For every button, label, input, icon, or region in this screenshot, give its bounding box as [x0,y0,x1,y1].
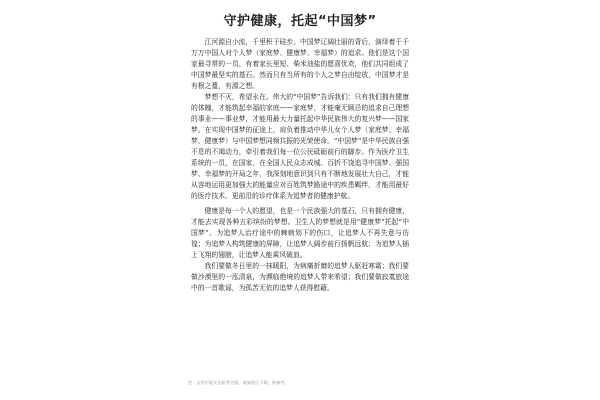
document-footnote: 注：文档可能无法思考全面，请浏览后下载，供参考。 [188,380,289,385]
paragraph-2: 梦想不灭，希望永在。伟大的“中国梦”告诉我们：只有我们拥有健康的体魄，才能筑起幸福的家庭——家庭梦，才能毫无顾忌的追求自己理想的事业——事业梦，才能用最大力量托起中华民族伟大的复兴梦——国家梦。在实现中国梦的征途上，肩负着推动中华儿女个人梦（家庭梦、幸福梦、健康梦）与中国梦想同频共振的光荣使命。“中国梦”是中华民族自强不息的不竭动力，牵引着我们每一位公民砥砺前行的脚步。作为医疗卫生系统的一员，在国家、在全国人民众志成城、百折不饶追寻中国梦、强国梦、幸福梦的开局之年，我深刻地意识到只有不断地发展壮大自己，才能从容地运用更加强大的能量应对百姓筑梦路途中的疾患羁绊，才能用最好的医疗技术、更前沿的诊疗体系为追梦者的健康护航。 [191,93,409,200]
document-title: 守护健康，托起“中国梦” [223,14,377,29]
document-body [191,37,409,294]
paragraph-1: 江河源自小流，千里积于硅步。中国梦辽阔壮丽的背后，演绎着千千万万中国人对个人梦（家庭梦、健康梦、幸福梦）的追求。他们是这个国家最寻常的一员，有着家长里短、柴米油盐的愿喜忧欢，他们共同组成了中国梦最坚实的基石。然而只有当所有的个人之梦自由绽放，中国梦才是有根之蔓，有源之想。 [191,38,409,90]
paragraph-3: 健康是每一个人的愿望，也是一个民族强大的基石，只有拥有健康，才能去实现各种五彩缤纷的梦想。卫生人的梦想就是用“健康梦”托起“中国梦”。为追梦人治疗途中的棘刺划下的伤口，让追梦人不再失意与彷徨；为追梦人构筑健康的屏障，让追梦人阔步前行扬帆远航；为追梦人插上飞翔的翅膀，让追梦人能乘风破浪。 [191,207,409,259]
paragraph-4: 我们要做冬日里的一抹暖阳，为病痛折磨的追梦人驱赶寒霜；我们要做沙漠里的一泓清泉，为濒临绝境的追梦人带来希望；我们要做寂寞旅途中的一首歌谣，为孤苦无依的追梦人获得慰藉。 [191,262,409,292]
